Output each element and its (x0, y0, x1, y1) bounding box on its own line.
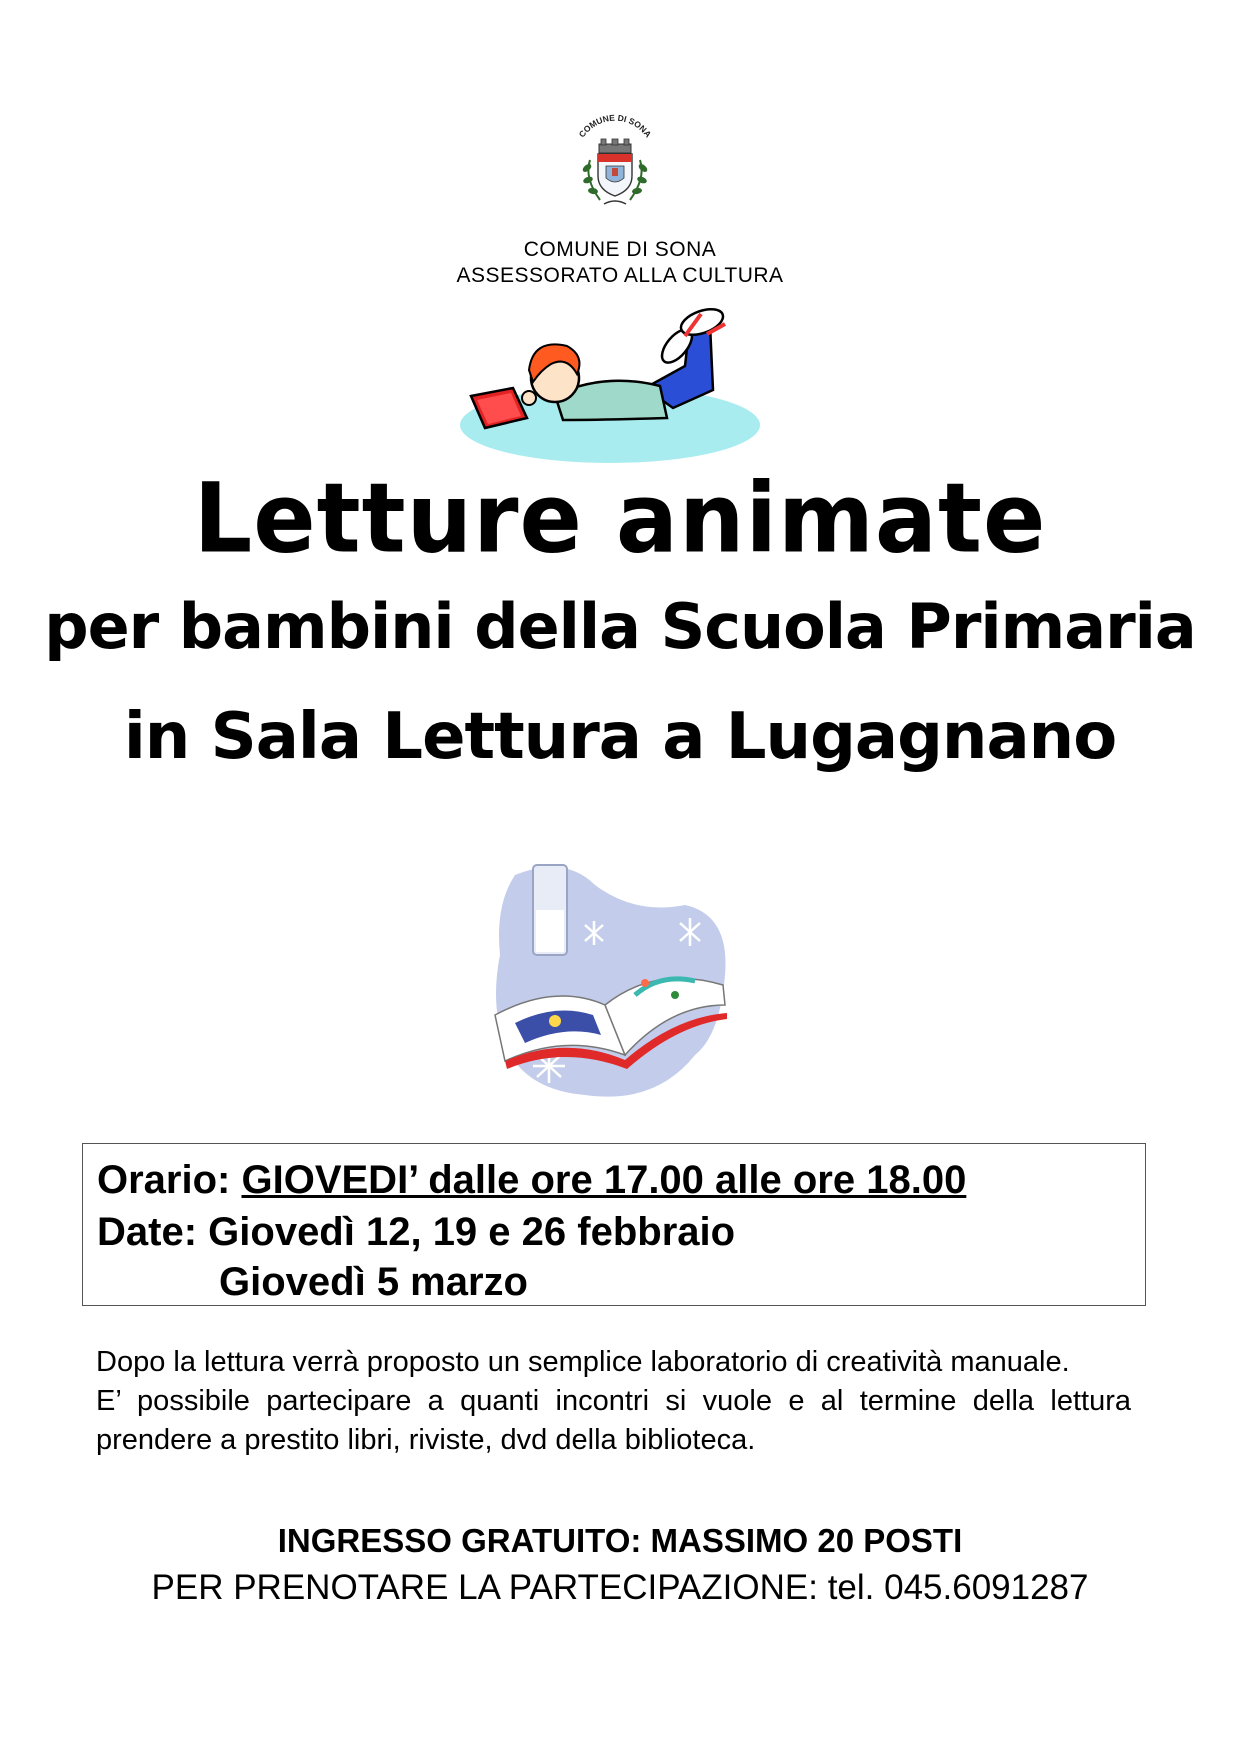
orario-line (97, 1158, 966, 1203)
orario-label: Orario: (97, 1158, 231, 1202)
subtitle-line-2: in Sala Lettura a Lugagnano (123, 700, 1117, 774)
schedule-box (82, 1143, 1146, 1306)
body-text (96, 1343, 1131, 1460)
booking-note: PER PRENOTARE LA PARTECIPAZIONE: tel. 045.6091287 (151, 1568, 1089, 1607)
department-name: ASSESSORATO ALLA CULTURA (456, 264, 784, 287)
dates-line-1 (97, 1210, 735, 1255)
org-name: COMUNE DI SONA (523, 238, 717, 261)
entry-note: INGRESSO GRATUITO: MASSIMO 20 POSTI (277, 1522, 963, 1559)
subtitle-line-1: per bambini della Scuola Primaria (44, 590, 1196, 663)
svg-text:COMUNE DI SONA (577, 113, 654, 140)
dates-value-1: Giovedì 12, 19 e 26 febbraio (208, 1210, 736, 1254)
date-label: Date: (97, 1210, 198, 1254)
dates-value-2: Giovedì 5 marzo (219, 1260, 528, 1304)
child-reading-clipart (455, 300, 785, 470)
page-title: Letture animate (193, 462, 1047, 575)
paragraph-participation: E’ possibile partecipare a quanti incontri si vuole e al termine della lettura prendere a prestito libri, riviste, dvd della biblioteca. (96, 1385, 1131, 1456)
crest-lettering: COMUNE DI SONA (576, 112, 654, 140)
bedtime-book-clipart (485, 855, 735, 1110)
paragraph-workshop: Dopo la lettura verrà proposto un semplice laboratorio di creatività manuale. (96, 1346, 1070, 1378)
municipal-crest-icon (560, 108, 670, 218)
orario-value: GIOVEDI’ dalle ore 17.00 alle ore 18.00 (241, 1158, 967, 1202)
